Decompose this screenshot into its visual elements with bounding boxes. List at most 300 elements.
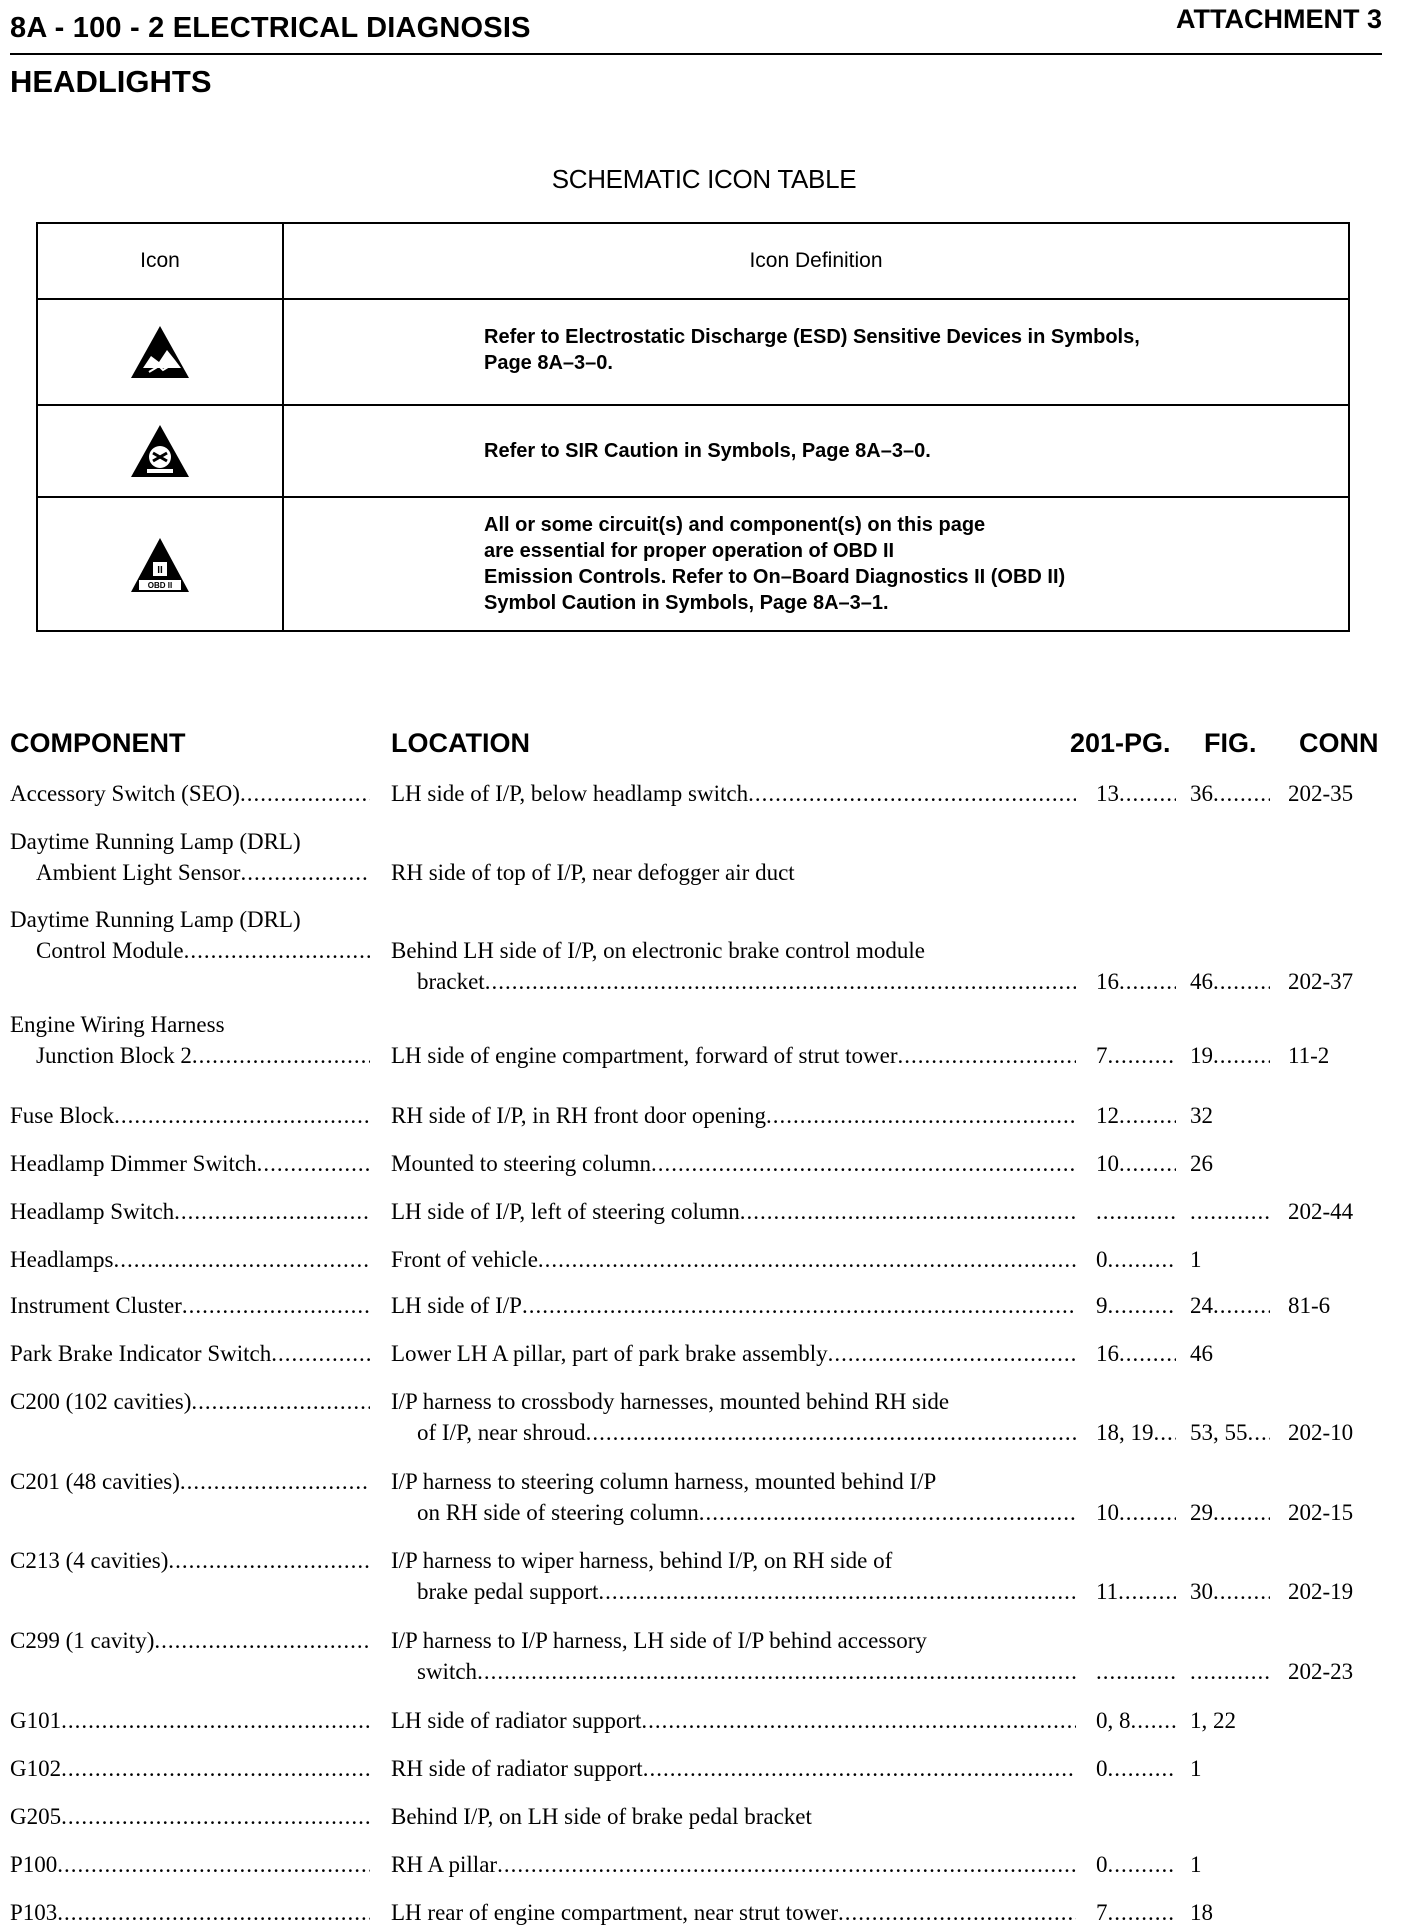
header-rule bbox=[10, 53, 1382, 55]
connector-cell-line bbox=[1288, 1148, 1398, 1179]
leader-dots bbox=[651, 1148, 1076, 1179]
location-line bbox=[391, 904, 1076, 935]
leader-dots bbox=[1190, 1656, 1270, 1687]
location-cell bbox=[391, 1801, 1076, 1832]
figure-cell-line bbox=[1190, 1244, 1270, 1275]
figure-cell bbox=[1190, 1196, 1270, 1227]
connector-cell-line-text: 11-2 bbox=[1288, 1043, 1330, 1068]
leader-dots bbox=[740, 1196, 1076, 1227]
page-cell-line-text: 13 bbox=[1096, 781, 1119, 806]
leader-dots bbox=[641, 1705, 1076, 1736]
component-line-text: C200 (102 cavities) bbox=[10, 1389, 192, 1414]
figure-cell-line-text: 53, 55 bbox=[1190, 1420, 1248, 1445]
table-row bbox=[0, 1625, 1408, 1687]
location-cell bbox=[391, 1545, 1076, 1607]
leader-dots bbox=[1213, 1497, 1270, 1528]
section-title: HEADLIGHTS bbox=[10, 64, 212, 99]
table-row bbox=[0, 1849, 1408, 1880]
leader-dots bbox=[182, 1290, 370, 1321]
component-line-text: C201 (48 cavities) bbox=[10, 1469, 180, 1494]
leader-dots bbox=[114, 1100, 370, 1131]
connector-cell bbox=[1288, 1338, 1398, 1369]
component-line bbox=[10, 1897, 370, 1928]
connector-cell bbox=[1288, 1040, 1398, 1071]
leader-dots bbox=[485, 966, 1076, 997]
location-cell bbox=[391, 1625, 1076, 1687]
component-line bbox=[10, 778, 370, 809]
location-cell bbox=[391, 904, 1076, 997]
location-cell bbox=[391, 1386, 1076, 1448]
connector-cell bbox=[1288, 1705, 1398, 1736]
leader-dots bbox=[1213, 1290, 1270, 1321]
component-line-text: Headlamp Switch bbox=[10, 1199, 175, 1224]
table-row bbox=[0, 1009, 1408, 1071]
table-row bbox=[0, 778, 1408, 809]
definition-line: Refer to Electrostatic Discharge (ESD) Sensitive Devices in Symbols, bbox=[484, 326, 1140, 348]
page-cell-line-text: 0 bbox=[1096, 1756, 1108, 1781]
leader-dots bbox=[174, 1196, 370, 1227]
location-line bbox=[391, 1897, 1076, 1928]
component-line bbox=[10, 826, 370, 857]
connector-cell-line-text: 81-6 bbox=[1288, 1293, 1331, 1318]
page-cell-line-text: 0 bbox=[1096, 1852, 1108, 1877]
location-line-text: LH side of engine compartment, forward of strut tower bbox=[391, 1043, 898, 1068]
leader-dots bbox=[643, 1753, 1076, 1784]
location-line-text: LH side of I/P, below headlamp switch bbox=[391, 781, 749, 806]
page-column-header: 201-PG. bbox=[1070, 728, 1171, 758]
component-line-text: Ambient Light Sensor bbox=[36, 860, 241, 885]
component-cell bbox=[10, 826, 370, 888]
page-cell-line-text: 10 bbox=[1096, 1500, 1119, 1525]
table-row bbox=[0, 826, 1408, 888]
obd-ii-icon bbox=[38, 498, 284, 632]
component-line bbox=[10, 1753, 370, 1784]
location-line-text: Mounted to steering column bbox=[391, 1151, 651, 1176]
leader-dots bbox=[1108, 1290, 1177, 1321]
figure-cell bbox=[1190, 1148, 1270, 1179]
leader-dots bbox=[766, 1100, 1076, 1131]
leader-dots bbox=[1119, 1148, 1176, 1179]
figure-column-header: FIG. bbox=[1204, 728, 1257, 758]
component-line-text: Junction Block 2 bbox=[36, 1043, 192, 1068]
location-line bbox=[391, 1009, 1076, 1040]
component-cell bbox=[10, 1196, 370, 1227]
location-line-text: I/P harness to crossbody harnesses, mounted behind RH side bbox=[391, 1389, 950, 1414]
component-line bbox=[10, 1386, 370, 1417]
page-cell-line bbox=[1096, 857, 1176, 888]
page-cell-line bbox=[1096, 966, 1176, 997]
location-line bbox=[391, 1576, 1076, 1607]
leader-dots bbox=[1119, 1100, 1176, 1131]
location-line bbox=[391, 1625, 1076, 1656]
connector-cell-line bbox=[1288, 1040, 1398, 1071]
location-line-text: I/P harness to I/P harness, LH side of I/P behind accessory bbox=[391, 1628, 927, 1653]
figure-cell bbox=[1190, 778, 1270, 809]
connector-cell-line-text: 202-19 bbox=[1288, 1579, 1354, 1604]
figure-cell bbox=[1190, 1244, 1270, 1275]
connector-cell bbox=[1288, 1897, 1398, 1928]
page-code: 8A - 100 - 2 ELECTRICAL DIAGNOSIS bbox=[10, 12, 531, 44]
location-line bbox=[391, 1100, 1076, 1131]
page-cell-line-text: 7 bbox=[1096, 1043, 1108, 1068]
leader-dots bbox=[828, 1338, 1076, 1369]
leader-dots bbox=[61, 1705, 370, 1736]
location-line bbox=[391, 1656, 1076, 1687]
location-cell bbox=[391, 1148, 1076, 1179]
component-line bbox=[10, 1244, 370, 1275]
component-cell bbox=[10, 1625, 370, 1656]
location-line-text: I/P harness to steering column harness, mounted behind I/P bbox=[391, 1469, 937, 1494]
component-line bbox=[10, 935, 370, 966]
leader-dots bbox=[1096, 1656, 1176, 1687]
connector-cell-line bbox=[1288, 778, 1398, 809]
page-cell-line bbox=[1096, 1040, 1176, 1071]
page-cell bbox=[1096, 778, 1176, 809]
connector-cell bbox=[1288, 1656, 1398, 1687]
figure-cell-line bbox=[1190, 1576, 1270, 1607]
figure-cell bbox=[1190, 966, 1270, 997]
location-line-text: LH side of I/P bbox=[391, 1293, 522, 1318]
icon-table-row bbox=[38, 498, 1348, 632]
table-row bbox=[0, 1338, 1408, 1369]
component-line bbox=[10, 1290, 370, 1321]
location-line-text: I/P harness to wiper harness, behind I/P, on RH side of bbox=[391, 1548, 893, 1573]
location-line-text: RH side of top of I/P, near defogger air duct bbox=[391, 860, 795, 885]
figure-cell-line-text: 36 bbox=[1190, 781, 1213, 806]
component-line bbox=[10, 1100, 370, 1131]
icon-table-header-row bbox=[38, 224, 1348, 300]
component-line bbox=[10, 1705, 370, 1736]
component-cell bbox=[10, 1753, 370, 1784]
leader-dots bbox=[1213, 1576, 1270, 1607]
leader-dots bbox=[699, 1497, 1076, 1528]
leader-dots bbox=[748, 778, 1076, 809]
component-cell bbox=[10, 1705, 370, 1736]
component-line bbox=[10, 904, 370, 935]
leader-dots bbox=[1213, 778, 1270, 809]
location-line-text: of I/P, near shroud bbox=[417, 1420, 586, 1445]
page-cell-line bbox=[1096, 1753, 1176, 1784]
location-line bbox=[391, 1040, 1076, 1071]
leader-dots bbox=[191, 1386, 370, 1417]
location-cell bbox=[391, 1753, 1076, 1784]
leader-dots bbox=[1213, 1040, 1270, 1071]
component-line bbox=[10, 1466, 370, 1497]
figure-cell-line bbox=[1190, 1897, 1270, 1928]
location-line bbox=[391, 966, 1076, 997]
component-line bbox=[10, 857, 370, 888]
leader-dots bbox=[61, 1801, 370, 1832]
figure-cell bbox=[1190, 1290, 1270, 1321]
figure-cell-line-text: 1 bbox=[1190, 1852, 1202, 1877]
definition-line: Symbol Caution in Symbols, Page 8A–3–1. bbox=[484, 592, 889, 614]
leader-dots bbox=[1213, 966, 1270, 997]
leader-dots bbox=[57, 1849, 370, 1880]
table-row bbox=[0, 1801, 1408, 1832]
figure-cell bbox=[1190, 1656, 1270, 1687]
figure-cell-line bbox=[1190, 966, 1270, 997]
leader-dots bbox=[240, 857, 370, 888]
leader-dots bbox=[1131, 1705, 1177, 1736]
location-line bbox=[391, 1849, 1076, 1880]
location-line bbox=[391, 857, 1076, 888]
location-line bbox=[391, 1244, 1076, 1275]
leader-dots bbox=[1119, 1497, 1176, 1528]
location-line bbox=[391, 1338, 1076, 1369]
connector-cell-line bbox=[1288, 1290, 1398, 1321]
connector-cell-line bbox=[1288, 1100, 1398, 1131]
location-line-text: Behind I/P, on LH side of brake pedal bracket bbox=[391, 1804, 812, 1829]
figure-cell bbox=[1190, 1040, 1270, 1071]
component-line-text: G205 bbox=[10, 1804, 62, 1829]
figure-cell-line bbox=[1190, 1801, 1270, 1832]
table-row bbox=[0, 1705, 1408, 1736]
component-line-text: Fuse Block bbox=[10, 1103, 115, 1128]
component-line-text: G102 bbox=[10, 1756, 62, 1781]
definition-line: are essential for proper operation of OBD II bbox=[484, 540, 895, 562]
leader-dots bbox=[1119, 778, 1176, 809]
component-line-text: Control Module bbox=[36, 938, 184, 963]
page-cell bbox=[1096, 1497, 1176, 1528]
page-cell-line bbox=[1096, 1656, 1176, 1687]
figure-cell-line-text: 26 bbox=[1190, 1151, 1213, 1176]
leader-dots bbox=[522, 1290, 1076, 1321]
leader-dots bbox=[240, 778, 370, 809]
page-cell-line bbox=[1096, 1576, 1176, 1607]
location-line bbox=[391, 1290, 1076, 1321]
connector-cell-line bbox=[1288, 1497, 1398, 1528]
page-cell-line bbox=[1096, 1148, 1176, 1179]
figure-cell-line bbox=[1190, 1290, 1270, 1321]
leader-dots bbox=[1190, 1196, 1270, 1227]
connector-cell bbox=[1288, 857, 1398, 888]
location-line-text: LH side of I/P, left of steering column bbox=[391, 1199, 740, 1224]
attachment-label: ATTACHMENT 3 bbox=[1176, 4, 1382, 34]
component-cell bbox=[10, 1009, 370, 1071]
figure-cell-line bbox=[1190, 1100, 1270, 1131]
connector-cell-line-text: 202-37 bbox=[1288, 969, 1354, 994]
table-row bbox=[0, 1244, 1408, 1275]
table-row bbox=[0, 1897, 1408, 1928]
location-cell bbox=[391, 1466, 1076, 1528]
leader-dots bbox=[838, 1897, 1076, 1928]
leader-dots bbox=[598, 1576, 1076, 1607]
leader-dots bbox=[61, 1753, 370, 1784]
connector-column-header: CONN bbox=[1299, 728, 1379, 758]
figure-cell-line bbox=[1190, 1040, 1270, 1071]
location-cell bbox=[391, 1196, 1076, 1227]
table-row bbox=[0, 1290, 1408, 1321]
table-row bbox=[0, 1148, 1408, 1179]
location-cell bbox=[391, 826, 1076, 888]
page-cell bbox=[1096, 857, 1176, 888]
leader-dots bbox=[168, 1545, 370, 1576]
page-cell bbox=[1096, 1196, 1176, 1227]
component-line bbox=[10, 1148, 370, 1179]
figure-cell bbox=[1190, 1705, 1270, 1736]
page-cell-line-text: 12 bbox=[1096, 1103, 1119, 1128]
page-cell-line bbox=[1096, 1897, 1176, 1928]
component-cell bbox=[10, 1244, 370, 1275]
leader-dots bbox=[192, 1040, 370, 1071]
table-row bbox=[0, 1196, 1408, 1227]
page-cell bbox=[1096, 1290, 1176, 1321]
connector-cell-line bbox=[1288, 1196, 1398, 1227]
page-cell-line bbox=[1096, 1417, 1176, 1448]
definition-column-header: Icon Definition bbox=[749, 249, 883, 272]
connector-cell bbox=[1288, 1801, 1398, 1832]
component-cell bbox=[10, 1801, 370, 1832]
location-cell bbox=[391, 1290, 1076, 1321]
connector-cell-line-text: 202-15 bbox=[1288, 1500, 1354, 1525]
location-line bbox=[391, 935, 1076, 966]
connector-cell-line-text: 202-10 bbox=[1288, 1420, 1354, 1445]
connector-cell-line bbox=[1288, 1801, 1398, 1832]
icon-definition bbox=[284, 406, 1348, 496]
component-line-text: G101 bbox=[10, 1708, 62, 1733]
leader-dots bbox=[1108, 1753, 1177, 1784]
leader-dots bbox=[586, 1417, 1076, 1448]
page-cell-line bbox=[1096, 1244, 1176, 1275]
figure-cell bbox=[1190, 1753, 1270, 1784]
component-line-text: Daytime Running Lamp (DRL) bbox=[10, 829, 301, 854]
component-cell bbox=[10, 1148, 370, 1179]
component-line bbox=[10, 1545, 370, 1576]
location-cell bbox=[391, 1338, 1076, 1369]
location-line-text: Lower LH A pillar, part of park brake assembly bbox=[391, 1341, 828, 1366]
component-line-text: Daytime Running Lamp (DRL) bbox=[10, 907, 301, 932]
component-cell bbox=[10, 1100, 370, 1131]
connector-cell bbox=[1288, 1196, 1398, 1227]
figure-cell bbox=[1190, 1576, 1270, 1607]
page-cell bbox=[1096, 1576, 1176, 1607]
location-line bbox=[391, 1466, 1076, 1497]
icon-definition bbox=[284, 498, 1348, 632]
page-cell bbox=[1096, 1100, 1176, 1131]
table-row bbox=[0, 1466, 1408, 1528]
page-cell bbox=[1096, 1338, 1176, 1369]
figure-cell-line bbox=[1190, 1656, 1270, 1687]
location-line bbox=[391, 1705, 1076, 1736]
location-cell bbox=[391, 778, 1076, 809]
location-cell bbox=[391, 1849, 1076, 1880]
connector-cell bbox=[1288, 1849, 1398, 1880]
sir-caution-icon bbox=[38, 406, 284, 496]
figure-cell bbox=[1190, 857, 1270, 888]
icon-table-title: SCHEMATIC ICON TABLE bbox=[551, 164, 857, 194]
component-line-text: C299 (1 cavity) bbox=[10, 1628, 155, 1653]
location-cell bbox=[391, 1244, 1076, 1275]
component-line bbox=[10, 1801, 370, 1832]
schematic-icon-table bbox=[36, 222, 1350, 632]
leader-dots bbox=[257, 1148, 370, 1179]
figure-cell bbox=[1190, 1338, 1270, 1369]
location-line bbox=[391, 1497, 1076, 1528]
figure-cell-line bbox=[1190, 1705, 1270, 1736]
connector-cell-line-text: 202-44 bbox=[1288, 1199, 1354, 1224]
connector-cell-line bbox=[1288, 1244, 1398, 1275]
page-cell-line bbox=[1096, 1338, 1176, 1369]
table-row bbox=[0, 904, 1408, 997]
component-line bbox=[10, 1196, 370, 1227]
connector-cell bbox=[1288, 1100, 1398, 1131]
figure-cell bbox=[1190, 1897, 1270, 1928]
connector-cell-line-text: 202-35 bbox=[1288, 781, 1354, 806]
component-line-text: Park Brake Indicator Switch bbox=[10, 1341, 272, 1366]
connector-cell-line bbox=[1288, 1849, 1398, 1880]
page-cell-line-text: 0, 8 bbox=[1096, 1708, 1131, 1733]
component-line bbox=[10, 1338, 370, 1369]
page-cell bbox=[1096, 1897, 1176, 1928]
component-line bbox=[10, 1009, 370, 1040]
component-cell bbox=[10, 778, 370, 809]
figure-cell-line-text: 1, 22 bbox=[1190, 1708, 1236, 1733]
connector-cell bbox=[1288, 1244, 1398, 1275]
figure-cell-line-text: 19 bbox=[1190, 1043, 1213, 1068]
leader-dots bbox=[897, 1040, 1076, 1071]
connector-cell bbox=[1288, 966, 1398, 997]
leader-dots bbox=[57, 1897, 370, 1928]
page-cell-line bbox=[1096, 1100, 1176, 1131]
location-line bbox=[391, 1801, 1076, 1832]
location-line-text: bracket bbox=[417, 969, 485, 994]
page-cell-line-text: 10 bbox=[1096, 1151, 1119, 1176]
figure-cell-line bbox=[1190, 1849, 1270, 1880]
connector-cell bbox=[1288, 1417, 1398, 1448]
table-row bbox=[0, 1386, 1408, 1448]
figure-cell-line bbox=[1190, 1148, 1270, 1179]
connector-cell-line bbox=[1288, 1338, 1398, 1369]
leader-dots bbox=[1248, 1417, 1271, 1448]
page-cell-line bbox=[1096, 1705, 1176, 1736]
page-cell-line-text: 0 bbox=[1096, 1247, 1108, 1272]
leader-dots bbox=[1118, 1576, 1176, 1607]
component-line-text: Engine Wiring Harness bbox=[10, 1012, 225, 1037]
location-line bbox=[391, 826, 1076, 857]
location-line-text: RH A pillar bbox=[391, 1852, 498, 1877]
leader-dots bbox=[1096, 1196, 1176, 1227]
figure-cell-line bbox=[1190, 1753, 1270, 1784]
svg-text:II: II bbox=[157, 565, 163, 576]
figure-cell-line bbox=[1190, 1417, 1270, 1448]
page-cell bbox=[1096, 1705, 1176, 1736]
figure-cell-line bbox=[1190, 857, 1270, 888]
figure-cell bbox=[1190, 1801, 1270, 1832]
figure-cell-line-text: 46 bbox=[1190, 969, 1213, 994]
location-line-text: LH rear of engine compartment, near strut tower bbox=[391, 1900, 839, 1925]
location-line-text: switch bbox=[417, 1659, 478, 1684]
table-row bbox=[0, 1545, 1408, 1607]
page-cell-line bbox=[1096, 1290, 1176, 1321]
component-cell bbox=[10, 904, 370, 966]
icon-table-row bbox=[38, 300, 1348, 406]
leader-dots bbox=[1108, 1897, 1177, 1928]
page-cell-line bbox=[1096, 1497, 1176, 1528]
component-cell bbox=[10, 1897, 370, 1928]
page-cell bbox=[1096, 1753, 1176, 1784]
page-cell-line-text: 18, 19 bbox=[1096, 1420, 1154, 1445]
connector-cell-line bbox=[1288, 966, 1398, 997]
figure-cell-line bbox=[1190, 1497, 1270, 1528]
page-cell-line bbox=[1096, 1196, 1176, 1227]
component-line-text: Headlamp Dimmer Switch bbox=[10, 1151, 257, 1176]
page-cell-line bbox=[1096, 1849, 1176, 1880]
figure-cell-line-text: 1 bbox=[1190, 1756, 1202, 1781]
table-row bbox=[0, 1753, 1408, 1784]
figure-cell-line bbox=[1190, 778, 1270, 809]
component-line-text: P103 bbox=[10, 1900, 58, 1925]
icon-definition bbox=[284, 300, 1348, 404]
